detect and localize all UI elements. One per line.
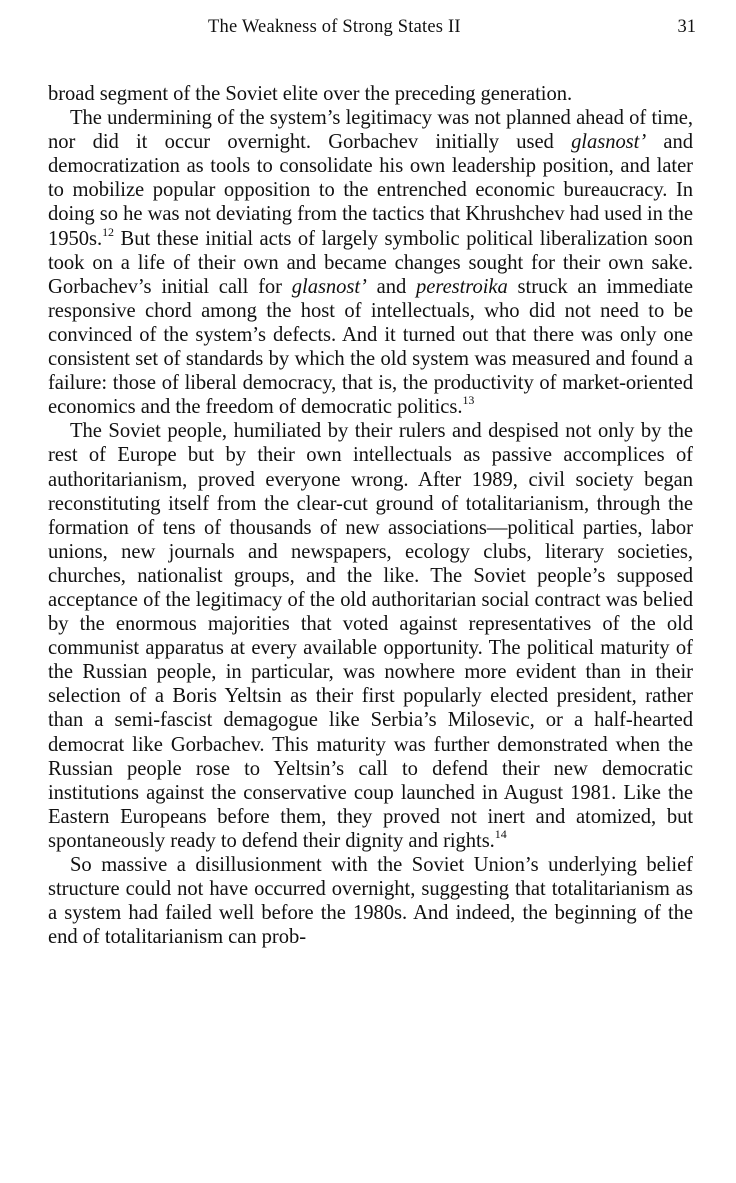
- text-run: and: [366, 275, 417, 298]
- text-run: So massive a disillusionment with the Soviet Union’s underlying belief structure could not have occurred overnight, suggesting that totalitarianism as a system had failed well before the 1980s. And indeed, the beginning of the end of totalitarianism can prob-: [48, 854, 693, 949]
- text-run: struck an immediate responsive chord among the host of intellectuals, who did not need to be convinced of the system’s defects. And it turned out that there was only one consistent set of standards by which the old system was measured and found a failure: those of liberal democracy, that is, the productivity of market-oriented economics and the freedom of democratic politics.: [48, 275, 693, 419]
- text-run: But these initial acts of largely symbolic political liberalization soon took on a life of their own and became changes sought for their own sake. Gorbachev’s initial call for: [48, 227, 693, 298]
- text-run: broad segment of the Soviet elite over the preceding generation.: [48, 83, 573, 105]
- text-run: The Soviet people, humiliated by their rulers and despised not only by the rest of Europe but by their own intellectuals as passive accomplices of authoritarianism, proved everyone wrong. After 1989, civil society began reconstituting itself from the clear-cut ground of totalitarianism, through the formation of tens of thousands of new associations—political parties, labor unions, new journals and newspapers, ecology clubs, literary societies, churches, nationalist groups, and the like. The Soviet people’s supposed acceptance of the legitimacy of the old authoritarian social contract was belied by the enormous majorities that voted against representatives of the old communist apparatus at every available opportunity. The political maturity of the Russian people, in particular, was nowhere more evident than in their selection of a Boris Yeltsin as their first popularly elected president, rather than a semi-fascist demagogue like Serbia’s Milosevic, or a half-hearted democrat like Gorbachev. This maturity was further demonstrated when the Russian people rose to Yeltsin’s call to defend their new democratic institutions against the conservative coup launched in August 1981. Like the Eastern Europeans before them, they proved not inert and atomized, but spontaneously ready to defend their dignity and rights.: [48, 420, 693, 852]
- page-number: 31: [677, 17, 696, 37]
- text-run: The undermining of the system’s legitimacy was not planned ahead of time, nor did it occur overnight. Gorbachev initially used: [48, 107, 693, 154]
- paragraph: [48, 106, 693, 419]
- text-run: and democratization as tools to consolidate his own leadership position, and later to mobilize popular opposition to the entrenched economic bureaucracy. In doing so he was not deviating from the tactics that Khrushchev had used in the 1950s.: [48, 131, 693, 250]
- italic-term: glasnost’: [291, 275, 367, 298]
- body-text: [48, 82, 693, 949]
- footnote-ref: 12: [102, 224, 114, 239]
- italic-term: glasnost’: [571, 131, 647, 154]
- footnote-ref: 13: [462, 393, 475, 408]
- italic-term: perestroika: [416, 275, 508, 298]
- paragraph: [48, 853, 693, 949]
- paragraph: [48, 82, 693, 106]
- footnote-ref: 14: [494, 826, 507, 841]
- paragraph: [48, 419, 693, 853]
- running-title: The Weakness of Strong States II: [208, 17, 461, 37]
- running-header: [208, 14, 696, 40]
